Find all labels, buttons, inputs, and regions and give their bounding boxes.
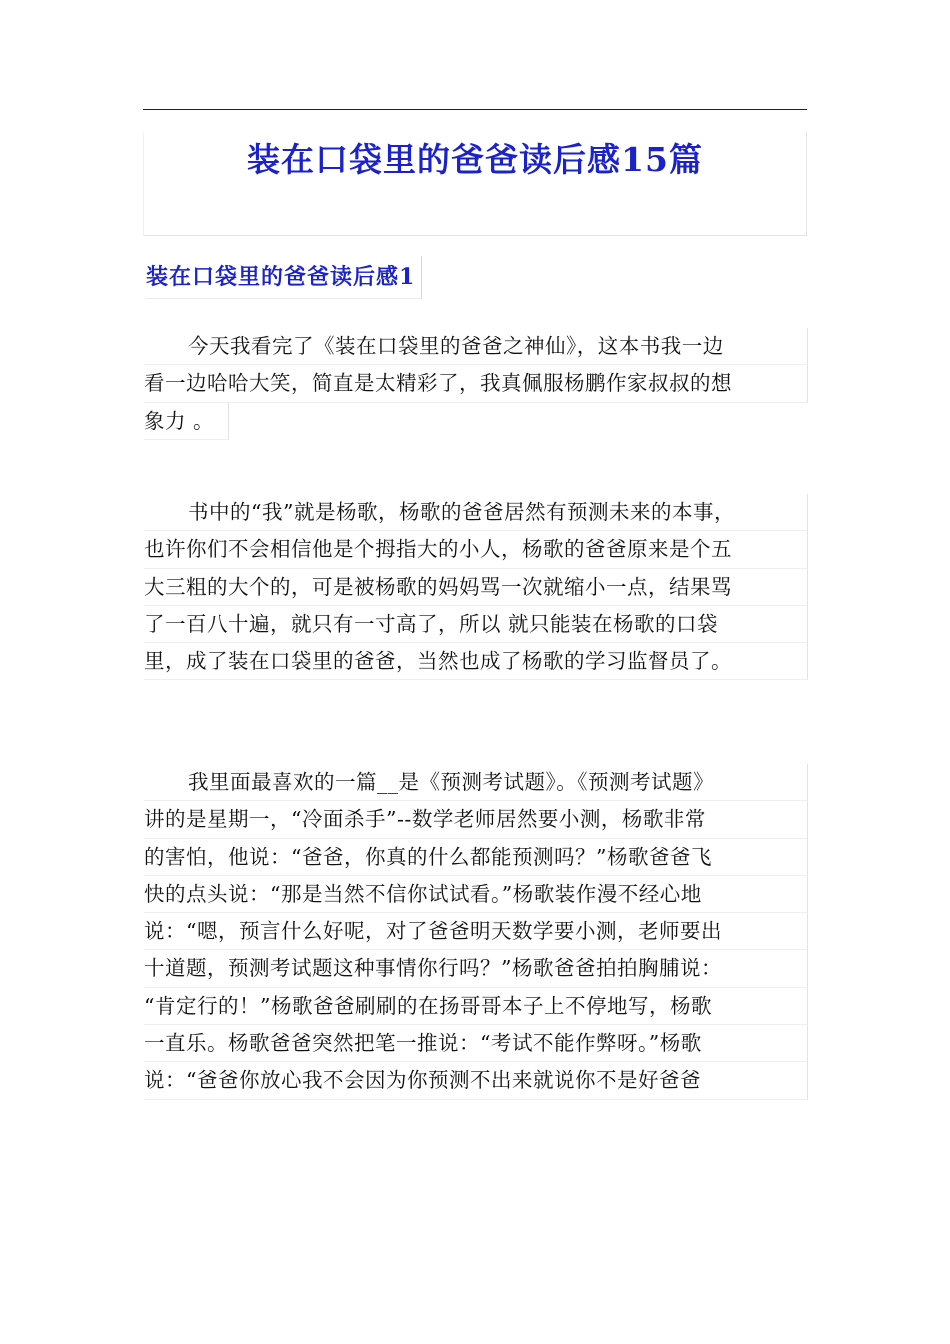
paragraph-line: 象力 。 (144, 403, 229, 440)
paragraph-line: 书中的“我”就是杨歌，杨歌的爸爸居然有预测未来的本事， (144, 494, 808, 531)
paragraph-line: 十道题，预测考试题这种事情你行吗？”杨歌爸爸拍拍胸脯说： (144, 950, 808, 987)
paragraph-line: 的害怕，他说：“爸爸，你真的什么都能预测吗？”杨歌爸爸飞 (144, 839, 808, 876)
paragraph-line: 里，成了装在口袋里的爸爸，当然也成了杨歌的学习监督员了。 (144, 643, 808, 680)
paragraph-line: 也许你们不会相信他是个拇指大的小人，杨歌的爸爸原来是个五 (144, 531, 808, 568)
paragraph-line: 一直乐。杨歌爸爸突然把笔一推说：“考试不能作弊呀。”杨歌 (144, 1025, 808, 1062)
paragraph-line: 快的点头说：“那是当然不信你试试看。”杨歌装作漫不经心地 (144, 876, 808, 913)
paragraph-line: 说：“嗯，预言什么好呢，对了爸爸明天数学要小测，老师要出 (144, 913, 808, 950)
paragraph-3 (144, 764, 808, 1100)
paragraph-line: 看一边哈哈大笑，简直是太精彩了，我真佩服杨鹏作家叔叔的想 (144, 365, 808, 402)
paragraph-line: 说：“爸爸你放心我不会因为你预测不出来就说你不是好爸爸 (144, 1062, 808, 1099)
paragraph-line: 今天我看完了《装在口袋里的爸爸之神仙》，这本书我一边 (144, 328, 808, 365)
paragraph-line: 我里面最喜欢的一篇__是《预测考试题》。《预测考试题》 (144, 764, 808, 801)
paragraph-1 (144, 328, 808, 440)
paragraph-line: 讲的是星期一，“冷面杀手”--数学老师居然要小测，杨歌非常 (144, 801, 808, 838)
header-rule (143, 109, 807, 110)
document-title: 装在口袋里的爸爸读后感15篇 (247, 140, 703, 179)
paragraph-line: 了一百八十遍，就只有一寸高了，所以 就只能装在杨歌的口袋 (144, 606, 808, 643)
paragraph-line: 大三粗的大个的，可是被杨歌的妈妈骂一次就缩小一点，结果骂 (144, 569, 808, 606)
paragraph-line: “肯定行的！”杨歌爸爸刷刷的在扬哥哥本子上不停地写，杨歌 (144, 988, 808, 1025)
title-box (143, 132, 807, 236)
paragraph-2 (144, 494, 808, 680)
section-heading: 装在口袋里的爸爸读后感1 (146, 256, 422, 299)
